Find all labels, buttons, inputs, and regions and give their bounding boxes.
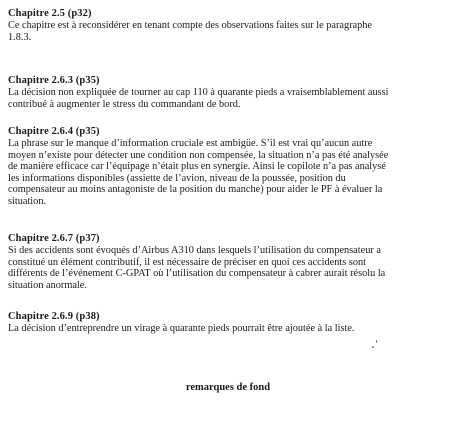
section-2-6-7 <box>8 233 448 291</box>
section-2-5 <box>8 8 448 43</box>
section-heading: Chapitre 2.6.9 (p38) <box>8 311 100 322</box>
section-text: Si des accidents sont évoqués d’Airbus A310 dans lesquels l’utilisation du compensateur a constitué un élément contributif, il est nécessaire de préciser en quoi ces accidents sont différents de l’événement C-GPAT où l’utilisation du compensateur à cabrer aurait résolu la situation anormale. <box>8 245 386 291</box>
section-text: Ce chapitre est à reconsidérer en tenant compte des observations faites sur le paragraphe 1.8.3. <box>8 20 372 43</box>
section-text: La décision d’entreprendre un virage à quarante pieds pourrait être ajoutée à la liste. <box>8 323 355 334</box>
section-2-6-9 <box>8 311 448 335</box>
section-heading: Chapitre 2.6.7 (p37) <box>8 233 100 244</box>
section-heading: Chapitre 2.6.3 (p35) <box>8 75 100 86</box>
section-2-6-3 <box>8 75 448 110</box>
section-heading: Chapitre 2.5 (p32) <box>8 8 92 19</box>
section-heading: Chapitre 2.6.4 (p35) <box>8 126 100 137</box>
footer-caption: remarques de fond <box>185 382 271 393</box>
section-2-6-4 <box>8 126 448 208</box>
scan-speck <box>376 340 377 343</box>
section-text: La décision non expliquée de tourner au cap 110 à quarante pieds a vraisemblablement aussi contribué à augmenter le stress du commandant de bord. <box>8 87 389 110</box>
section-text: La phrase sur le manque d’information cruciale est ambigüe. S’il est vrai qu’aucun autre moyen n’existe pour détecter une condition non compensée, la situation n’a pas été analysée de manière efficace car l’équipage n’était plus en synergie. Ainsi le copilote n’a pas analysé les informations disponibles (assiette de l’avion, niveau de la poussée, position du compensateur au moins antagoniste de la position du manche) pour aider le PF à évaluer la situation. <box>8 138 389 207</box>
scan-speck <box>372 346 374 348</box>
